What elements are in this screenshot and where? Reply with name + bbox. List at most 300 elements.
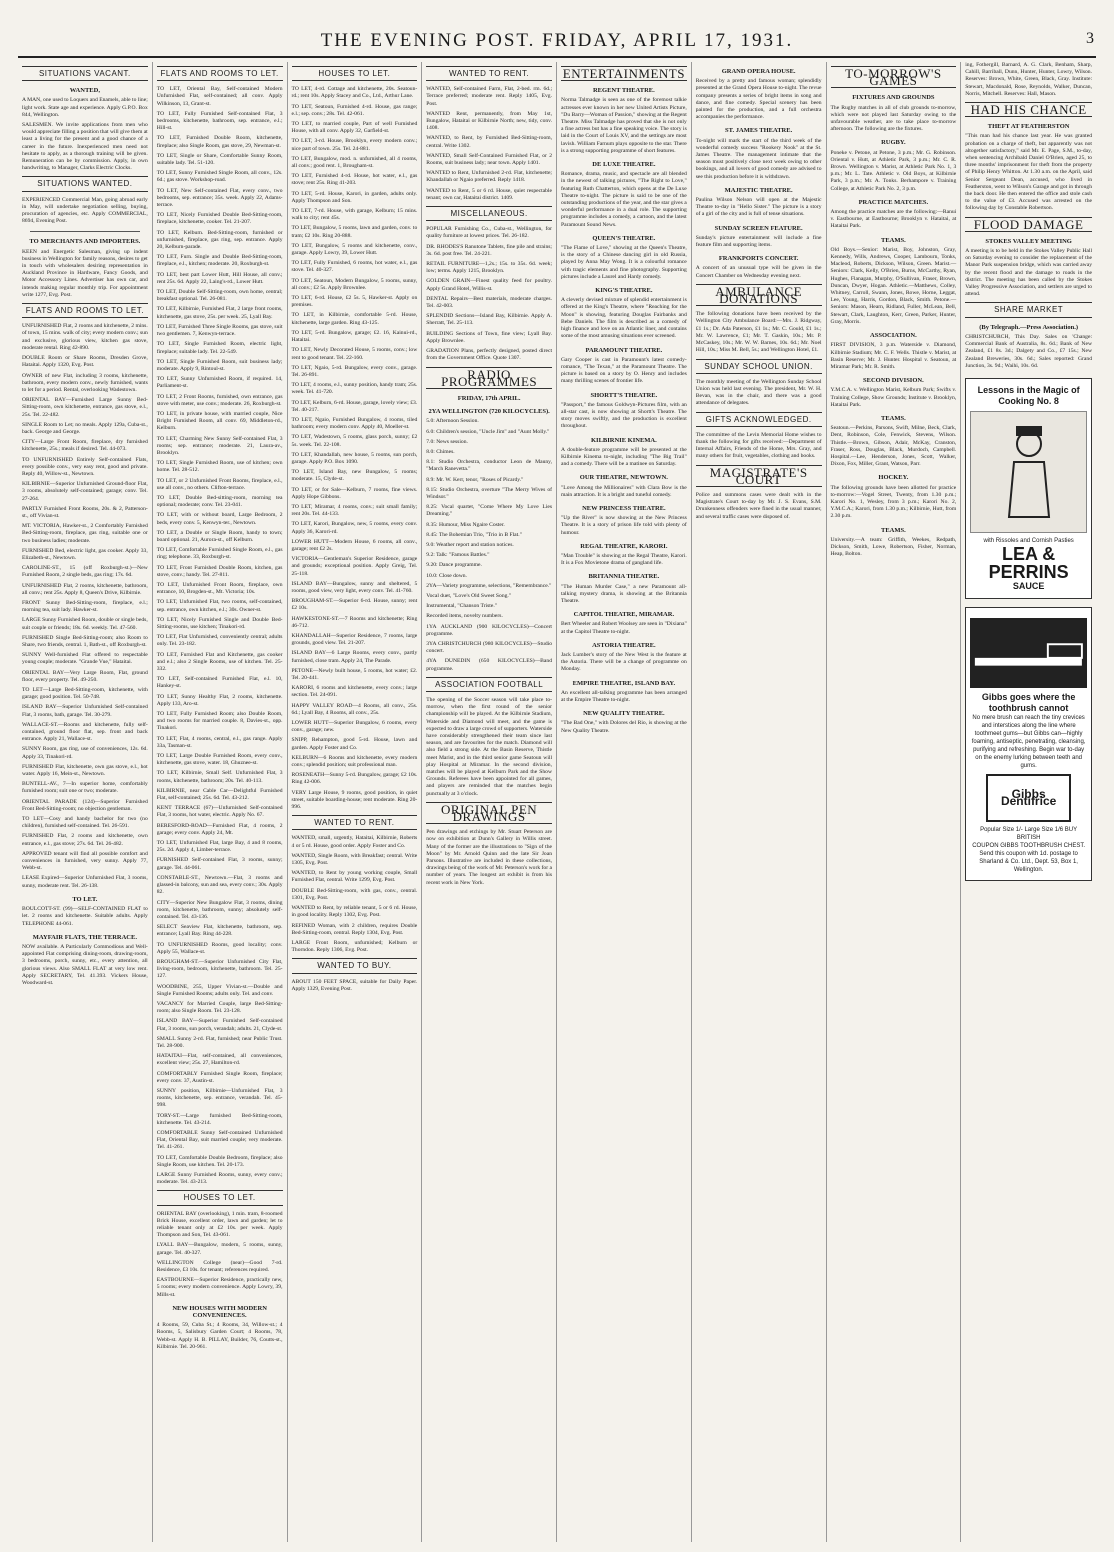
classified-ad: BUILDING Sections of Town, fine view; Lyall Bay. Apply Brownlee. [426, 330, 552, 344]
theatre-notice: A concert of an unusual type will be given in the Concert Chamber on Wednesday evening next. [695, 265, 822, 279]
classified-ad: KILBIRNIE—Superior Unfurnished Ground-floor Flat, 3 rooms, absolutely self-contained; garage; conv. Tel. 27-264. [22, 481, 148, 502]
article-body: "This man had his chance last year. He was granted probation on a charge of theft, but apparently was not altogether satisfactory," said Mr. E. Page, S.M., to-day, when sentencing Archibald Daniel O'Brien, aged 25, to three months' imprisonment for theft from the property of Philip Henry Whitton. At 1.30 a.m. on the April, said Senior Sergeant Dean, accused, who lived in Featherston, went to Wilson's Garage and got in through the back door. He then entered the office and stole cash to the value of £3. Accused was arrested on the following day by Constable Robertson. [965, 133, 1092, 212]
classified-ad: KILBIRNIE, near Cable Car—Delightful Furnished Flat, self-contained; 25s. 6d. Tel. 43-212. [156, 787, 283, 802]
ad-heading: NEW HOUSES WITH MODERN CONVENIENCES. [172, 1304, 267, 1320]
theatre-notice: Jack Lumber's story of the New West is the feature at the Astoria. There will be a change of programme on Monday. [561, 652, 687, 673]
classified-ad: WALLACE-ST.—Rooms and kitchenette, fully self-contained, ground floor flat, sep. front and back entrance. Apply 21, Wallace-st. [22, 721, 148, 743]
classified-ad: CONSTABLE-ST., Newtown.—Flat, 3 rooms and glassed-in balcony, sun and sea, every conv.; 30s. Apply 82. [156, 874, 283, 896]
classified-ad: 8.15: Studio Orchestra, overture "The Merry Wives of Windsor." [426, 486, 552, 500]
theatre-notice: To-night will mark the start of the third week of the wonderful comedy success "Rookery Nook" at the St. James Theatre. The management intimate that the season must positively close next week owing to other bookings, and all lovers of good comedy are advised to see this production before it is withdrawn. [695, 137, 822, 180]
chef-icon [994, 422, 1064, 522]
theatre-notice: Gary Cooper is cast in Paramount's latest comedy-romance, "The Texan," at the Paramount Theatre. The picture is based on a story by O. Henry and includes many thrilling scenes of frontier life. [561, 356, 687, 385]
classified-ad: Recorded items, novelty numbers. [426, 613, 503, 620]
column-1 [18, 62, 153, 1542]
theatre-heading: REGENT THEATRE. [592, 87, 655, 95]
theatre-heading: SHORTT'S THEATRE. [590, 391, 658, 399]
classified-ad: TO LET, Unfurnished Flat, large Bay, 4 and 8 rooms, 25s. 2d. Apply 4, Limber-terrace. [156, 840, 283, 854]
classified-ad: POPULAR Furnishing Co., Cuba-st., Wellington, for quality furniture at lowest prices. Tel. 26-182. [426, 226, 552, 240]
classified-ad: TO LET, Oriental Bay, Self-contained Modern Unfurnished Flat, self-contained; all conv. Apply Wilkinson, 13, Grant-st. [156, 86, 283, 107]
newspaper-title: THE EVENING POST. FRIDAY, APRIL 17, 1931. [320, 30, 794, 51]
classified-ad: TO LET, Kilbirnie, Furnished Flat, 2 large front rooms, kitchenette, gas stove, 25s. per week. 25, Lyall Bay. [156, 306, 283, 320]
section-heading: HOUSES TO LET. [292, 66, 418, 81]
classified-ad: TO LET, Double Self-Sitting-room, own home, central; breakfast optional. Tel. 26-081. [156, 289, 283, 303]
sub-heading: SECOND DIVISION. [863, 377, 924, 385]
classified-ad: ISLAND BAY—Bungalow, sunny and sheltered, 5 rooms, good view, very light, every conv. Tel. 41-760. [291, 580, 418, 594]
classified-ad: TO LET, Self-contained Furnished Flat, e.l. 10, Hankey-st. [156, 676, 283, 690]
sub-heading: TEAMS. [881, 526, 906, 534]
classified-ad: WANTED, small, urgently, Hataitai, Kilbirnie, Roberts 4 or 5 rd. House, good order. Apply Foster and Co. [291, 835, 418, 849]
classified-ad: SUNNY Room, gas ring, use of conveniences, 12s. 6d. Apply 33, Tinakori-rd. [22, 746, 148, 760]
article-body: The committee of the Levin Memorial Home wishes to thank the following for gifts received:—Department of Internal Affairs, Friends of the Home, Mrs. Gray, and many others for fruit, vegetables, clothing and books. [695, 431, 822, 460]
classified-ad: REFINED Woman, with 2 children, requires Double Bed-Sitting-room, central. Reply 1304, Evg. Post. [291, 922, 418, 936]
classified-ad: WANTED, Self-contained Farm, Flat, 2-bed. rm. 6d.; Terrace preferred; moderate rent. Reply 1405, Evg. Post. [426, 86, 552, 107]
theatre-heading: NEW QUALITY THEATRE. [583, 710, 665, 718]
section-heading: SITUATIONS WANTED. [22, 176, 148, 191]
classified-ad: FURNISHED Bed, electric light, gas cooker. Apply 33, Elizabeth-st., Newtown. [22, 547, 148, 561]
classified-ad: TO LET, a Double or Single Room, handy to town; board optional. 21, Aurora-st., off Kelburn. [156, 529, 283, 543]
lea-perrins-advertisement [965, 378, 1092, 599]
article-body: The monthly meeting of the Wellington Sunday School Union was held last evening. The president, Mr. W. H. Bevan, was in the chair, and there was a good attendance of delegates. [695, 378, 822, 407]
classified-ad: TO LET, Charming New Sunny Self-contained Flat, 3 rooms; sep. entrance; moderate. 21, Laura-av., Brooklyn. [156, 435, 283, 456]
ad-price: Popular Size 1/- Large Size 1/6 BUY BRITISH [980, 826, 1078, 841]
classified-ad: 8.25: Vocal quartet, "Come Where My Love Lies Dreaming." [426, 504, 552, 518]
classified-list [22, 323, 148, 890]
classified-ad: SALESMEN. We invite applications from men who would appreciate filling a position that will give them at least a living for the present and a good chance of a career in the future. Inexperienced men need not hesitate to apply, as a thorough training will be given. Remuneration can be by commission. Apply, in own handwriting, to Manager, Clarks Electric Clocks. [22, 122, 148, 172]
classified-ad: BOULCOTT-ST. (99)—SELF-CONTAINED FLAT to let. 2 rooms and kitchenette. Suitable adults. Apply TELEPHONE 44-061. [22, 906, 148, 927]
classified-ad: TO LET, Fully Furnished Self-contained Flat, 3 bedrooms, kitchenette, bathroom, sep. entrance, e.l.; Hill-st. [156, 110, 283, 132]
ad-sauce: SAUCE [1012, 580, 1045, 591]
classified-ad: TO LET, Flat, 4 rooms, central, e.l., gas range. Apply 33a, Tasman-st. [156, 735, 283, 749]
classified-ad: TO LET, Ngaio, Furnished Bungalow, 4 rooms, tiled bathroom; every modern conv. Apply 40, Moeller-st. [291, 416, 418, 431]
column-7 [827, 62, 962, 1542]
cook-illustration [970, 411, 1087, 533]
page-number: 3 [1086, 30, 1094, 47]
classified-ad: PARTLY Furnished Front Rooms, 20s. & 2, Patterson-st., off Vivian-st. [22, 505, 148, 519]
theatre-heading: CAPITOL THEATRE, MIRAMAR. [573, 611, 675, 619]
classified-ad: TO LET, with or without board, Large Bedroom, 2 beds, every conv. 5, Kenwyn-ter., Newtown. [156, 512, 283, 526]
theatre-notice: "The Human Murder Case," a new Paramount all-talking mystery drama, is showing at the Britannia Theatre. [561, 583, 687, 604]
classified-ad: A MAN, one used to Loquers and Enamels, able to line; light work. State age and experience. Apply G.P.O. Box 844, Wellington. [22, 97, 148, 118]
classified-ad: GRADATION Plans, perfectly designed, posted direct from the Government Office. Quote 1307. [426, 348, 552, 362]
classified-ad: TO LET, Sunny Unfurnished Room, if required. 14, Parliament-st. [156, 376, 283, 390]
theatre-notice: "Love Among the Millionaires" with Clara Bow is the main attraction. It is a bright and tuneful comedy. [561, 484, 687, 498]
theatre-heading: EMPIRE THEATRE, ISLAND BAY. [572, 679, 676, 687]
classified-ad: TO LET, 4 rooms, e.l., sunny position, handy tram; 25s. week. Tel. 41-720. [291, 382, 418, 396]
section-heading: FLOOD DAMAGE [965, 217, 1092, 232]
column-5 [557, 62, 692, 1542]
classified-ad: 9.2: Talk: "Famous Battles." [426, 552, 490, 559]
classified-ad: 3YA CHRISTCHURCH (980 KILOCYCLES)—Studio concert. [426, 640, 552, 655]
classified-ad: TO LET, Single Furnished Room, suit business lady; moderate. Apply 9, Rintoul-st. [156, 358, 283, 372]
classified-ad: TO LET, Kilbirnie, Small Self. Unfurnished Flat, 3 rooms, kitchenette, bathroom; 20s. Tel. 40-113. [156, 770, 283, 784]
classified-ad: ROSENEATH—Sunny 5-rd. Bungalow, garage; £2 10s. Ring 42-006. [291, 772, 418, 786]
article-body: FIRST DIVISION, 3 p.m. Waterside v. Diamond, Kilbirnie Stadium; Mr. C. F. Wells. Thistle v. Marist, at Basin Reserve; Mr. J. Hunter. Hospital v. Seatoun, at Miramar Park; Mr. R. Smith. [830, 342, 957, 370]
classified-ad: 7.0: News session. [426, 438, 468, 445]
classified-ad: 1YA AUCKLAND (900 KILOCYCLES)—Concert programme. [426, 623, 552, 637]
article-body: The Rugby matches in all of club grounds to-morrow, which were not played last Saturday owing to the unfavourable weather, are to take place to-morrow afternoon. The following are the fixtures. [830, 104, 957, 133]
sub-heading: STOKES VALLEY MEETING [985, 237, 1072, 245]
classified-ad: TO LET—Cosy and handy bachelor for two (no children), furnished self-contained. Tel. 26-591. [22, 816, 148, 830]
classified-ad: 9.20: Dance programme. [426, 562, 482, 569]
section-heading: MISCELLANEOUS. [426, 206, 552, 221]
article-body: The following donations have been received by the Wellington City Ambulance Board:—Mrs. J. Ridgway, £1 1s.; Dr. Ada Paterson, £1 1s.; Mr. C. Gould, £1 1s.; Mr. W. Lawrence, £1; Mr. T. Gaskin, 10s.; Mr. P. McCaskey, 10s.; Mr. W. W. Barnes, 10s. 6d.; Mr. Noel Hill, 10s.; Miss M. Bell, 5s.; and Wellington Hotel, £1. [695, 311, 822, 354]
classified-ad: 6.0: Children's session, "Uncle Jim" and "Aunt Molly." [426, 428, 550, 435]
theatre-notice: An excellent all-talking programme has been arranged at the Empire Theatre to-night. [561, 689, 687, 704]
section-heading: FLATS AND ROOMS TO LET. [22, 303, 148, 318]
classified-ad: TO LET, or 2 Unfurnished Front Rooms, fireplace, e.l., use all conv., no others. Clifton-terrace. [156, 477, 283, 491]
classified-ad: TO LET, Single or Share, Comfortable Sunny Room, suitable lady. Tel. 51-120. [156, 152, 283, 167]
classified-ad: DR. RHODES'S Ranutone Tablets, fine pile and strains; 3s. 6d. post free. Tel. 24-221. [426, 243, 552, 257]
classified-ad: TO LET, Front Furnished Double Room, kitchen, gas stove, conv.; handy. Tel. 27-811. [156, 564, 283, 578]
theatre-notice: "Up the River" is now showing at the New Princess Theatre. It is a story of prison life told with plenty of humour. [561, 515, 687, 536]
classified-ad: 4YA DUNEDIN (650 KILOCYCLES)—Band programme. [426, 658, 552, 672]
section-heading: HAD HIS CHANCE [965, 102, 1092, 117]
section-heading: SUNDAY SCHOOL UNION. [696, 359, 822, 374]
column-2 [153, 62, 288, 1542]
theatre-notice: "The Bad One," with Dolores del Rio, is showing at the New Quality Theatre. [561, 720, 687, 734]
theatre-heading: FRANKPORTS CONCERT. [718, 255, 799, 263]
classified-ad: KENT TERRACE (67)—Unfurnished Self-contained Flat, 3 rooms, hot water, electric. Apply No. 67. [156, 805, 283, 819]
sub-heading: RUGBY. [881, 139, 906, 147]
article-body: Poneke v. Petone, at Petone, 3 p.m.; Mr. G. Robinson. Oriental v. Hutt, at Athletic Park, 3 p.m.; Mr. C. R. Brown. Wellington v. Marist, at Athletic Park No. 1, 3 p.m.; Mr. L. Tate. Athletic v. Old Boys, at Kilbirnie Park, 3 p.m.; Mr. A. Tonks. Berhampore v. Training College, at Athletic Park No. 2, 3 p.m. [830, 149, 957, 192]
classified-ad: TO LET, Single Furnished Room, use of kitchen; own home. Tel. 28-512. [156, 460, 283, 474]
classified-ad: 4 Rooms, 59, Cuba St.; 4 Rooms, 34, Willow-st.; 4 Rooms, 5, Salisbury Garden Court; 4 Rooms, 78, Webb-st. Apply H. B. PILLAY, Builder, 76, Coutts-st., Kilbirnie. Tel. 20-961. [156, 1322, 283, 1350]
theatre-notice: A cleverly devised mixture of splendid entertainment is offered at the King's Theatre, where "Reaching for the Moon" is showing, featuring Douglas Fairbanks and Bebe Daniels. The film is described as a comedy of high finance and love on an Atlantic liner, and contains some of the most amusing situations ever screened. [561, 297, 687, 340]
classified-ad: BROUGHAM-ST.—Superior 6-rd. House, sunny; rent £2 10s. [291, 598, 418, 612]
entertainment-list [696, 68, 822, 280]
classified-ad: FURNISHED Flat, 2 rooms and kitchenette, own entrance, e.l., gas stove; 27s. 6d. Tel. 26-482. [22, 833, 148, 847]
classified-ad: WANTED, Small Self-Contained Furnished Flat, or 2 Rooms, suit business lady; near town. Apply 1401. [426, 152, 552, 167]
classified-ad: KARORI, 6 rooms and kitchenette, every conv.; large section. Tel. 24-091. [291, 685, 418, 699]
section-heading: ENTERTAINMENTS [562, 66, 685, 81]
classified-ad: EXPERIENCED Commercial Man, going abroad early in May, will undertake negotiation selling, buying, procuration of agencies, etc. Apply COMMERCIAL, 8694, Evening Post. [22, 196, 148, 225]
classified-ad: TO LET, Fully Furnished, 6 rooms, hot water, e.l., gas stove. Tel. 40-327. [291, 260, 418, 274]
classified-ad: TO LET, Unfurnished Front Room, fireplace, own entrance, 10, Brogden-st., Mt. Victoria; 10s. [156, 581, 283, 596]
classified-ad: 8.9: Mr. W. Kerr, tenor, "Roses of Picardy." [426, 476, 524, 483]
classified-ad: TO LET, New Self-contained Flat, every conv., two bedrooms, sep. entrance; 35s. week. Apply 22, Adams-terrace. [156, 187, 283, 209]
classified-ad: MT. VICTORIA, Hawker-st., 2 Comfortably Furnished Bed-Sitting-room, fireplace, gas ring, suitable one or two business ladies; moderate. [22, 523, 148, 544]
classified-ad: HATAITAI—Flat, self-contained, all conveniences, excellent view; 25s. 27, Hamilton-rd. [156, 1053, 283, 1067]
classified-ad: TO LET, Kelburn, 6-rd. House, garage, lovely view; £3. Tel. 40-217. [291, 399, 418, 413]
section-heading: SITUATIONS VACANT. [22, 66, 148, 81]
ad-headline: Lessons in the Magic of Cooking No. 8 [977, 384, 1080, 406]
theatre-heading: GRAND OPERA HOUSE. [721, 68, 796, 75]
theatre-notice: Norma Talmadge is seen as one of the foremost talkie actresses ever known in her new United Artists Picture, "Du Barry—Woman of Passion," showing at the Regent Theatre. Miss Talmadge has proved that she is not only a fine actress but has a fine speaking voice. The story is laid in the Court of Louis XV, and the settings are most lavish. William Farnum plays opposite to the star. There is a strong supporting programme of short features. [561, 97, 687, 154]
classified-ad: ORIENTAL BAY—Very Large Room, Flat, ground floor, every property. Tel. 49-250. [22, 669, 148, 683]
ad-heading: TO MERCHANTS AND IMPORTERS. [29, 238, 141, 246]
sub-heading: TEAMS. [881, 414, 906, 422]
classified-ad: KELBURN—6 Rooms and kitchenette, every modern conv.; splendid position; suit professional man. [291, 754, 418, 769]
radio-list [426, 418, 552, 672]
article-body: University.—A team: Griffith, Weekes, Redpath, Dickson, Smith, Lowe, Robertson, Fisher, Norman, Heap, Bolton. [830, 536, 957, 558]
classified-ad: 8.0: Chimes. [426, 448, 455, 455]
masthead [18, 28, 1096, 58]
ad-subline: with Rissoles and Cornish Pasties [983, 537, 1074, 544]
classified-ad: TO LET, Seatoun, Modern Bungalow, 5 rooms, sunny, all conv.; £2 5s. Apply Brownlee. [291, 277, 418, 291]
classified-ad: TO LET, to married couple, Part of well Furnished House, with all conv. Apply 32, Garfield-st. [291, 121, 418, 135]
ad-heading: WANTED, [69, 87, 100, 95]
classified-ad: COMFORTABLY Furnished Single Room, fireplace; every conv. 37, Austin-st. [156, 1070, 283, 1084]
ad-coupon: COUPON GIBBS TOOTHBRUSH CHEST. Send this coupon with 1d. postage to Sharland & Co. Ltd., Dept. 53, Box 1, Wellington. [972, 842, 1086, 873]
column-4 [422, 62, 557, 1542]
section-heading: SHARE MARKET [965, 302, 1092, 317]
classified-ad: TO LET, in Kilbirnie, comfortable 5-rd. House, kitchenette, large garden. Ring 43-125. [291, 312, 418, 326]
classified-ad: ORIENTAL PARADE (124)—Superior Furnished Front Bed-Sitting-room; no objection gentleman. [22, 798, 148, 812]
section-heading: AMBULANCE DONATIONS [696, 284, 822, 306]
theatre-heading: ASTORIA THEATRE. [592, 641, 656, 649]
classified-list [426, 226, 552, 362]
classified-ad: 8.1: Studio Orchestra, conductor Leon de Mauny, "March Ranevetta." [426, 459, 552, 473]
sub-heading: TEAMS. [881, 236, 906, 244]
gibbs-advertisement [965, 607, 1092, 881]
section-heading: GIFTS ACKNOWLEDGED. [696, 412, 822, 427]
classified-ad: TO LET, Bungalow, 5 rooms, lawn and garden, conv. to tram; £2 10s. Ring 20-888. [291, 225, 418, 239]
theatre-notice: Received by a pretty and famous woman; splendidly presented at the Grand Opera House to-night. The revue company presents a series of bright items in song and dance, and fine comedy. Special scenery has been painted for the production, and a full orchestra accompanies the performance. [695, 78, 822, 121]
sub-heading: FIXTURES AND GROUNDS [852, 94, 935, 102]
article-body: The following grounds have been allotted for practice to-morrow:—Vogel Street, Twenty, from 1.30 p.m.; Karori No. 1, Wesley, from 3 p.m.; Karori No. 2, Y.M.C.A.; Karori, from 1.30 p.m.; Kilbirnie, Hutt, from 2.30 p.m. [830, 484, 957, 520]
classified-list [157, 1211, 283, 1299]
theatre-heading: DE LUXE THEATRE. [592, 161, 656, 169]
classified-ad: PETONE—Newly built house, 5 rooms, hot water; £2. Tel. 20-441. [291, 667, 418, 682]
classified-ad: 8.35: Humour, Miss Ngaire Coster. [426, 521, 505, 528]
article-body: Police and summons cases were dealt with in the Magistrate's Court to-day by Mr. J. S. Evans, S.M. Drunkenness offenders were fined in the usual manner, and several traffic cases were disposed of. [695, 491, 822, 520]
classified-ad: VACANCY for Married Couple, large Bed-Sitting-room; also Single Room. Tel. 23-128. [156, 1000, 283, 1015]
classified-ad: TO LET, Double Bed-sitting-room, morning tea optional; moderate; conv. Tel. 23-041. [156, 494, 283, 509]
ad-copy: No mere brush can reach the tiny crevices and interstices along the line where toothmeet gums—but Gibbs can—highly foaming, antiseptic, penetrating, cleansing, purifying and refreshing. Begin war to-day on the enemy lurking between teeth and gums. [971, 714, 1086, 769]
radio-station: 2YA WELLINGTON (720 KILOCYCLES). [428, 408, 550, 416]
sub-heading: HOCKEY. [878, 474, 909, 482]
column-6 [692, 62, 827, 1542]
classified-ad: ISLAND BAY—6 Large Rooms, every conv., partly furnished, close tram. Apply 24, The Parade. [291, 650, 418, 664]
radio-date: FRIDAY, 17th APRIL. [457, 394, 521, 402]
classified-ad: WOODBINE, 255, Upper Vivian-st.—Double and Single Furnished Rooms; adults only. Tel. and conv. [156, 983, 283, 997]
classified-ad: SNIPP, Rehampton, good 5-rd. House, lawn and garden. Apply Foster and Co. [291, 737, 418, 751]
section-heading: WANTED TO RENT. [292, 815, 418, 830]
theatre-heading: KING'S THEATRE. [595, 287, 653, 295]
theatre-heading: KILBIRNIE KINEMA. [591, 436, 657, 444]
classified-ad: ISLAND BAY—Superior Unfurnished Self-contained Flat, 3 rooms, bath, garage. Tel. 30-279. [22, 704, 148, 718]
theatre-heading: SUNDAY SCREEN FEATURE. [714, 224, 803, 232]
classified-ad: BUNTELL-AV., 7—In superior home, comfortably furnished room; suit one or two; moderate. [22, 781, 148, 795]
article-body: CHRISTCHURCH, This Day. Sales on 'Change: Commercial Bank of Australia, 8s. 6d.; Bank of New Zealand, £1 8s. 3d.; Dalgety and Co., £7 15s.; New Zealand Breweries, 30s. 6d.; Sales reported: Grand Junction, 3s. 9d.; Waihi, 10s. 6d. [965, 333, 1092, 369]
classified-ad: ISLAND BAY—Superior Furnished Self-contained Flat, 3 rooms, sun porch, verandah; adults. 21, Clyde-st. [156, 1018, 283, 1032]
sub-heading: PRACTICE MATCHES. [858, 198, 929, 206]
column-8 [961, 62, 1096, 1542]
classified-ad: Vocal duet, "Love's Old Sweet Song." [426, 592, 512, 599]
classified-ad: TO LET, Comfortable Double Bedroom, fireplace; also Single Room, use kitchen. Tel. 20-173. [156, 1154, 283, 1168]
section-heading: ASSOCIATION FOOTBALL [426, 677, 552, 692]
classified-ad: SPLENDID Sections—Island Bay, Kilbirnie. Apply A. Sherratt, Tel. 25-113. [426, 313, 552, 327]
classified-ad: TO LET, 5-rd. Bungalow, garage; £2. 16, Kainui-rd., Hataitai. [291, 329, 418, 344]
classified-ad: LARGE Front Room, unfurnished; Kelburn or Thorndon. Reply 1306, Evg. Post. [291, 939, 418, 954]
classified-ad: TORY-ST.—Large furnished Bed-Sitting-room, kitchenette. Tel. 43-214. [156, 1112, 283, 1126]
newspaper-columns [18, 62, 1096, 1542]
sub-heading: THEFT AT FEATHERSTON [987, 123, 1070, 131]
classified-ad: BERESFORD-ROAD—Furnished Flat, 4 rooms, 2 garage; every conv. Apply 24, Mt. [156, 822, 283, 836]
classified-ad: HAPPY VALLEY ROAD—4 Rooms, all conv., 25s. 6d.; Lyall Bay, 4 Rooms, all conv., 25s. [291, 702, 418, 716]
theatre-notice: "Man Trouble" is showing at the Regal Theatre, Karori. It is a Fox Movietone drama of gangland life. [561, 552, 687, 567]
classified-list [426, 86, 552, 202]
section-heading: HOUSES TO LET. [157, 1190, 283, 1205]
section-heading: MAGISTRATE'S COURT [696, 465, 822, 487]
classified-ad: 5.0: Afternoon Session. [426, 418, 479, 425]
classified-ad: TO LET, Single Furnished Room, electric light, fireplace; suitable lady. Tel. 22-549. [156, 341, 283, 355]
classified-ad: RETAIL FURNITURE—1,2s.; 15s. to 35s. 6d. week; low; terms. Apply 1215, Brooklyn. [426, 261, 552, 275]
classified-ad: 10.0: Close down. [426, 572, 467, 579]
classified-ad: FRONT Sunny Bed-Sitting-room, fireplace, e.l.; morning tea, suit lady. Hawker-st. [22, 599, 148, 614]
classified-ad: WELLINGTON College (near)—Good 7-rd. Residence, £3 10s. for tenant; references required. [156, 1259, 283, 1274]
classified-ad: ORIENTAL BAY (overlooking), 1 min. tram, 8-roomed Brick House, excellent order, lawn and garden; let to reliable tenant only at £2 10s. per week. Apply Thompson and Son, Tel. 43-061. [156, 1210, 283, 1239]
section-heading: WANTED TO BUY. [292, 958, 418, 973]
classified-ad: TO LET, Newly Decorated House, 5 rooms, conv.; low rent to good tenant. Tel. 22-160. [291, 347, 418, 361]
section-heading: RADIO PROGRAMMES [426, 367, 552, 389]
classified-ad: TO LET, Comfortable Furnished Single Room, e.l., gas ring; telephone. 33, Roxburgh-st. [156, 547, 283, 561]
classified-ad: TO LET, Sunny Furnished Single Room, all conv., 12s. 6d.; gas stove. Workshop-road. [156, 170, 283, 184]
classified-ad: SINGLE Room to Let; no meals. Apply 129a, Cuba-st., back. George and George. [22, 421, 148, 435]
classified-ad: WANTED, to Rent, by Furnished Bed-Sitting-room, central. Write 1302. [426, 135, 552, 149]
classified-ad: OWNER of new Flat, including 3 rooms, kitchenette, bathroom, every modern conv., newly furnished, wants to let for a period. Rental, overlooking Wadestown. [22, 372, 148, 393]
classified-ad: CITY—Large Front Room, fireplace, dry furnished kitchenette, 25s.; meals if desired. Tel. 44-073. [22, 439, 148, 453]
classified-ad: TO LET—Large Bed-Sitting-room, kitchenette, with garage; good position. Tel. 50-748. [22, 687, 148, 701]
classified-ad: VERY Large House, 9 rooms, good position, in quiet street, suitable boarding-house; rent moderate. Ring 20-996. [291, 789, 418, 811]
classified-ad: WANTED to Rent, by reliable tenant, 5 or 6 rd. House, in good locality. Reply 1302, Evg. Post. [291, 905, 418, 919]
classified-ad: DENTAL Repairs—Best materials, moderate charges. Tel. 42-003. [426, 295, 552, 310]
classified-ad: TO LET, Kelburn. Bed-Sitting-room, furnished or unfurnished, fireplace, gas ring, sep. entrance. Apply 20, Kelburn-parade. [156, 229, 283, 251]
classified-ad: UNFURNISHED Flat, 2 rooms and kitchenette, 2 mins. of town, 15 mins. walk of city; every modern conv.; sun and exclusive, glorious view, kitchen gas stove, moderate rental. Ring 42-890. [22, 323, 148, 351]
classified-ad: ORIENTAL BAY—Furnished Large Sunny Bed-Sitting-room, own kitchenette, entrance, gas stove, e.l., 25s. Tel. 22-482. [22, 397, 148, 418]
classified-ad: UNFURNISHED Flat, 2 rooms, kitchenette, bathroom, all conv.; rent 25s. Apply 8, Queen's Drive, Kilbirnie. [22, 582, 148, 596]
divider [30, 231, 140, 232]
classified-ad: LYALL BAY—Bungalow, modern, 5 rooms, sunny, garage. Tel. 40-327. [156, 1242, 283, 1256]
theatre-notice: "Passport," the famous Goldwyn-Pictures film, with an all-star cast, is now showing at Shortt's Theatre. The story moves swiftly, and the production is excellent throughout. [561, 401, 687, 430]
classified-ad: KHANDALLAH—Superior Residence, 7 rooms, large grounds, good view. Tel. 21-207. [291, 633, 418, 647]
classified-ad: TO LET, 6-rd. House, £2 5s. 5, Hawker-st. Apply on premises. [291, 295, 418, 309]
theatre-heading: BRITANNIA THEATRE. [588, 573, 660, 581]
classified-ad: LARGE Sunny Furnished Room, double or single beds, suit couple or friends; 18s. 6d. weekly. Tel. 47-560. [22, 617, 148, 631]
classified-ad: EASTBOURNE—Superior Residence, practically new, 5 rooms; every modern convenience. Apply Lowry, 39, Mills-st. [156, 1277, 283, 1298]
classified-ad: TO LET, Karori, Bungalow, new, 5 rooms, every conv. Apply 36, Karori-rd. [291, 521, 418, 535]
classified-list [292, 86, 418, 811]
classified-ad: TO LET, Fully Furnished Room; also Double Room, and two rooms for married couple. 8, Davies-st., opp. Tinakori. [156, 711, 283, 732]
classified-ad: TO LET, Furnished Flat and Kitchenette, gas cooker and e.l.; also 2 Single Rooms, use of kitchen. Tel. 25-332. [156, 651, 283, 673]
classified-ad: COMFORTABLE Sunny Self-contained Unfurnished Flat, Oriental Bay, suit married couple; very moderate. Tel. 41-261. [156, 1129, 283, 1151]
classified-ad: TO LET, Furnished 4-rd. House, hot water, e.l., gas stove; rent 25s. Ring 41-203. [291, 173, 418, 187]
classified-ad: LOWER HUTT—Superior Bungalow, 6 rooms, every conv., garage; new. [291, 720, 418, 734]
classified-ad: TO LET, Large Double Furnished Room, every conv., kitchenette, gas stove, water. 18, Ghuznee-st. [156, 753, 283, 767]
classified-ad: TO LET, Unfurnished Flat, two rooms, self-contained, sep. entrance, own kitchen, e.l.; 30s. Owner-st. [156, 599, 283, 613]
classified-ad: WANTED to Rent, 5 or 6 rd. House, quiet respectable tenant; own car, Hataitai district. 1409. [426, 187, 552, 201]
classified-ad: TO LET, Nicely Furnished Single and Double Bed-Sitting-rooms, use kitchen; Tinakori-rd. [156, 616, 283, 630]
classified-ad: VICTORIA—Gentleman's Superior Residence, garage and grounds; exceptional position. Apply Greig, Tel. 25-118. [291, 556, 418, 577]
ad-product: Gibbs Dentifrice [986, 774, 1072, 822]
section-heading: TO-MORROW'S GAMES [831, 66, 957, 88]
section-heading: WANTED TO RENT. [426, 66, 552, 81]
classified-ad: TO LET, Ngaio, 5-rd. Bungalow, every conv., garage. Tel. 26-891. [291, 364, 418, 378]
classified-ad: APPROVED tenant will find all possible comfort and conveniences in furnished, very sunny. Apply 77, Webb-st. [22, 850, 148, 872]
classified-list [22, 97, 148, 172]
theatre-heading: NEW PRINCESS THEATRE. [582, 504, 666, 512]
classified-ad: DOUBLE Bed-Sitting-room, with gas, conv., central. 1301, Evg. Post. [291, 887, 418, 901]
sub-heading: (By Telegraph.—Press Association.) [979, 323, 1079, 331]
classified-ad: TO LET, 5-rd. House, Karori, in garden, adults only. Apply Thompson and Son. [291, 190, 418, 204]
toothbrush-illustration [970, 618, 1087, 688]
article-body: Old Boys.—Senior: Marist, Boy, Johnston, Gray, Kennedy, Wills, Andrews, Cooper, Lambourn, Tonks, Macleod, Roberts, Dickson, Wilson, Green. Marist.—Seniors: Clark, Kelly, O'Brien, Burns, McCarthy, Ryan, Hughes, Flanagan, Murphy, O'Sullivan, Fraser, Brown, Duncan, Dwyer, Hogan. Athletic.—Matthews, Colley, Whitney, Carroll, Swann, Jones, Rowe, Horne, Leggat, Lee, Young, Harris, Gordon, Black, Smith. Petone.—Seniors: Mason, Hearn, Ridland, Fuller, McLean, Bell, Stewart, Clark, Laughton, Kerr, Green, Parker, Hunter, Gray, Morris. [830, 246, 957, 325]
classified-ad: TO LET, 3-rd. House, Brooklyn, every modern conv.; nice part of town. 25s. Tel. 24-881. [291, 138, 418, 152]
classified-ad: TO UNFURNISHED Rooms, good locality; conv. Apply 55, Wallace-st. [156, 941, 283, 955]
theatre-notice: Bert Wheeler and Robert Woolsey are seen in "Dixiana" at the Capitol Theatre to-night. [561, 621, 687, 635]
classified-ad: CITY—Superior New Bungalow Flat, 3 rooms, dining room, kitchenette, bathroom, sunny; absolutely self-contained. Tel. 43-136. [156, 899, 283, 920]
article-body: ing, Fothergill, Barnard, A. G. Clark, Benham, Sharp, Cahill, Barriball, Dunn, Hunter, Hunter, Lowry, Wilson. Reserves: Brown, White, Green, Black, Gray. Institute: Stewart, Macdonald, Rose, Reynolds, Walker, Duncan, Norris, Mitchell. Reserves: Hall, Mason. [965, 62, 1092, 97]
classified-ad: TO UNFURNISHED Entirely Self-contained Flats, every possible conv., very easy rent, good and private. Reply 40, Willow-st., Newtown. [22, 456, 148, 477]
classified-ad: GOLDEN GRAIN—Finest quality feed for poultry. Apply Grand Hotel, Willis-st. [426, 278, 552, 292]
classified-ad: LOWER HUTT—Modern House, 6 rooms, all conv., garage; rent £2 2s. [291, 538, 418, 552]
theatre-notice: Romance, drama, music, and spectacle are all blended in the newest of talking pictures, "The Right to Love," featuring Ruth Chatterton, which opens at the De Luxe Theatre to-night. The picture is said to be one of the outstanding productions of the year, and the star gives a wonderful performance in a dual role. The supporting programme includes a comedy, a cartoon, and the latest Paramount Sound News. [561, 171, 687, 228]
classified-ad: KEEN and Energetic Salesman, giving up indent business in Wellington for family reasons, desires to get in touch with wholesalers desiring representation in Auckland Province in Hardware, Fancy Goods, and Motor Accessory Lines. Advertiser has own car, and intends making regular monthly trip. For appointment write 1277, Evg. Post. [22, 248, 148, 298]
classified-ad: TO LET, Khandallah, new house, 5 rooms, sun porch, garage. Apply P.O. Box 1090. [291, 451, 418, 465]
classified-ad: TO LET, in private house, with married couple, Nice Bright Furnished Room, all conv. 69, Middleton-rd., Kelburn. [156, 410, 283, 432]
theatre-notice: A double-feature programme will be presented at the Kilbirnie Kinema to-night, including "The Big Trail" and a comedy. There will be a matinee on Saturday. [561, 446, 687, 468]
classified-ad: BROUGHAM-ST.—Superior Unfurnished City Flat, living-room, bedroom, kitchenette, bathroom. Tel. 25-127. [156, 958, 283, 980]
article-body: Y.M.C.A. v. Wellington Marist, Kelburn Park; Swifts v. Training College, Show Grounds; Institute v. Brooklyn, Hataitai Park. [830, 387, 957, 408]
classified-ad: 8.45: The Bohemian Trio, "Trio in B Flat." [426, 531, 522, 538]
classified-ad: TO LET, Furn. Single and Double Bed-Sitting-room, fireplace, e.l., kitchen; moderate. 20, Roxburgh-st. [156, 254, 283, 268]
classified-list [157, 86, 283, 1186]
classified-ad: 2YA—Variety programme, selections, "Remembrance." [426, 582, 552, 589]
classified-ad: TO LET, Sunny Healthy Flat, 2 rooms, kitchenette. Apply 133, Aro-st. [156, 693, 283, 707]
toothbrush-icon [970, 628, 1087, 678]
classified-ad: TO LET, Miramar, 4 rooms, conv.; suit small family; rent 20s. Tel. 44-133. [291, 503, 418, 518]
column-3 [288, 62, 423, 1542]
ad-heading: MAYFAIR FLATS, THE TERRACE. [32, 933, 137, 941]
classified-ad: SELECT Seaview Flat, kitchenette, bathroom, sep. entrance; Lyall Bay. Ring 44-228. [156, 924, 283, 938]
classified-ad: TO LET, Nicely Furnished Double Bed-Sitting-room, fireplace, kitchenette, cooker. Tel. 21-207. [156, 212, 283, 226]
entertainment-list [561, 87, 687, 735]
classified-ad: LEASE Expired—Superior Unfurnished Flat, 3 rooms, sunny, moderate rent. Tel. 26-138. [22, 875, 148, 889]
theatre-heading: REGAL THEATRE, KARORI. [580, 542, 668, 550]
classified-ad: FURNISHED Single Bed-Sitting-room; also Room to Share, two friends, central. 1, Bath-st., off Roxburgh-st. [22, 634, 148, 648]
classified-ad: LARGE Sunny Furnished Rooms, sunny, every conv.; moderate. Tel. 43-213. [156, 1172, 283, 1186]
classified-ad: FURNISHED Flat, kitchenette, own gas stove, e.l., hot water. Apply 16, Mein-st., Newtown. [22, 763, 148, 778]
article-body: Pen drawings and etchings by Mr. Stuart Peterson are now on exhibition at Dunn's Gallery in Willis street. Many of the former are the illustrations to "Sign of the Moon" by Mr. Arnold Quinn and the late Sir Joan Parsons. Illustrative are included in these collections, drawings being of the work of Mr. Peterson's work for a number of years. The longest art exhibit is from his recent work in New York. [426, 829, 552, 886]
classified-ad: TO LET, Furnished Three Single Rooms, gas stove, suit two gentlemen. 7, Kenwyn-terrace. [156, 323, 283, 338]
classified-ad: HAWKESTONE-ST.—7 Rooms and kitchenette; Ring 46-712. [291, 615, 418, 629]
classified-ad: TO LET, best part Lower Hutt, Hill House, all conv.; rent 25s. 6d. Apply 22, Laing's-rd., Lower Hutt. [156, 271, 283, 285]
classified-ad: SMALL Sunny 2-rd. Flat, furnished; near Public Trust. Tel. 28-900. [156, 1035, 283, 1049]
section-heading: FLATS AND ROOMS TO LET. [157, 66, 283, 81]
theatre-heading: QUEEN'S THEATRE. [592, 234, 656, 242]
article-body: The opening of the Soccer season will take place to-morrow, when the first round of the senior championship will be played. At the Kilbirnie Stadium, Waterside and Diamond will meet, and the game is expected to draw a large crowd of supporters. Waterside have considerably strengthened their team since last season, and are favourites for the match. Diamond will also field a strong side. At the Basin Reserve, Thistle meet Marist, and in the third senior game Seatoun will play Hospital at Miramar. In the second division, matches will be played at Kelburn Park and the Show Grounds. Referees have been appointed for all games, and players are reminded that the matches begin punctually at 3 o'clock. [426, 697, 552, 797]
classified-ad: SUNNY Well-furnished Flat offered to respectable young couple; moderate. "Grande Vue," Hataitai. [22, 652, 148, 666]
section-heading: ORIGINAL PEN DRAWINGS [426, 802, 552, 824]
classified-ad: WANTED, to Rent by young working couple, Small Furnished Flat, central. Write 1299, Evg. Post. [291, 870, 418, 884]
theatre-notice: Paulina Wilson Nelson will open at the Majestic Theatre to-day in "Hello Sister." The picture is a story of a girl of the city and is full of tense situations. [695, 197, 822, 218]
classified-ad: TO LET, 4-rd. Cottage and kitchenette, 20s. Seatoun-rd.; rent 10s. Apply Stacey and Co., Ltd., Arthur Lane. [291, 86, 418, 100]
classified-list [292, 835, 418, 954]
ad-heading: TO LET. [72, 895, 98, 903]
classified-ad: TO LET, Island Bay, new Bungalow, 5 rooms; moderate. 15, Clyde-st. [291, 469, 418, 483]
classified-ad: TO LET, Flat Unfurnished, conveniently central; adults only. Tel. 23-182. [156, 634, 283, 648]
classified-ad: TO LET, Bungalow, mod. n. unfurnished, all 4 rooms, all conv.; good rent. 1, Brougham-st. [291, 155, 418, 170]
ad-brand: LEA & PERRINS [988, 543, 1069, 582]
classified-ad: Instrumental, "Chanson Triste." [426, 603, 498, 610]
classified-ad: TO LET, 2 Front Rooms, furnished, own entrance, gas stove with meter, use conv.; moderate. 26, Roxburgh-st. [156, 393, 283, 407]
theatre-heading: ST. JAMES THEATRE. [725, 127, 793, 135]
classified-ad: TO LET, Seatoun, Furnished 4-rd. House, gas range; e.l.; sep. conv.; 28s. Tel. 42-061. [291, 103, 418, 117]
ad-headline: Gibbs goes where the toothbrush cannot [981, 691, 1076, 713]
sub-heading: ASSOCIATION. [870, 332, 917, 340]
classified-ad: SUNNY position, Kilbirnie—Unfurnished Flat, 3 rooms, kitchenette, sep. entrance, verandah. Tel. 45-998. [156, 1087, 283, 1109]
theatre-notice: "The Flame of Love," showing at the Queen's Theatre, is the story of a Chinese dancing girl in old Russia, played by Anna May Wong. It is a colourful romance with tragic elements and fine photography. Supporting pictures include a Laurel and Hardy comedy. [561, 245, 687, 280]
